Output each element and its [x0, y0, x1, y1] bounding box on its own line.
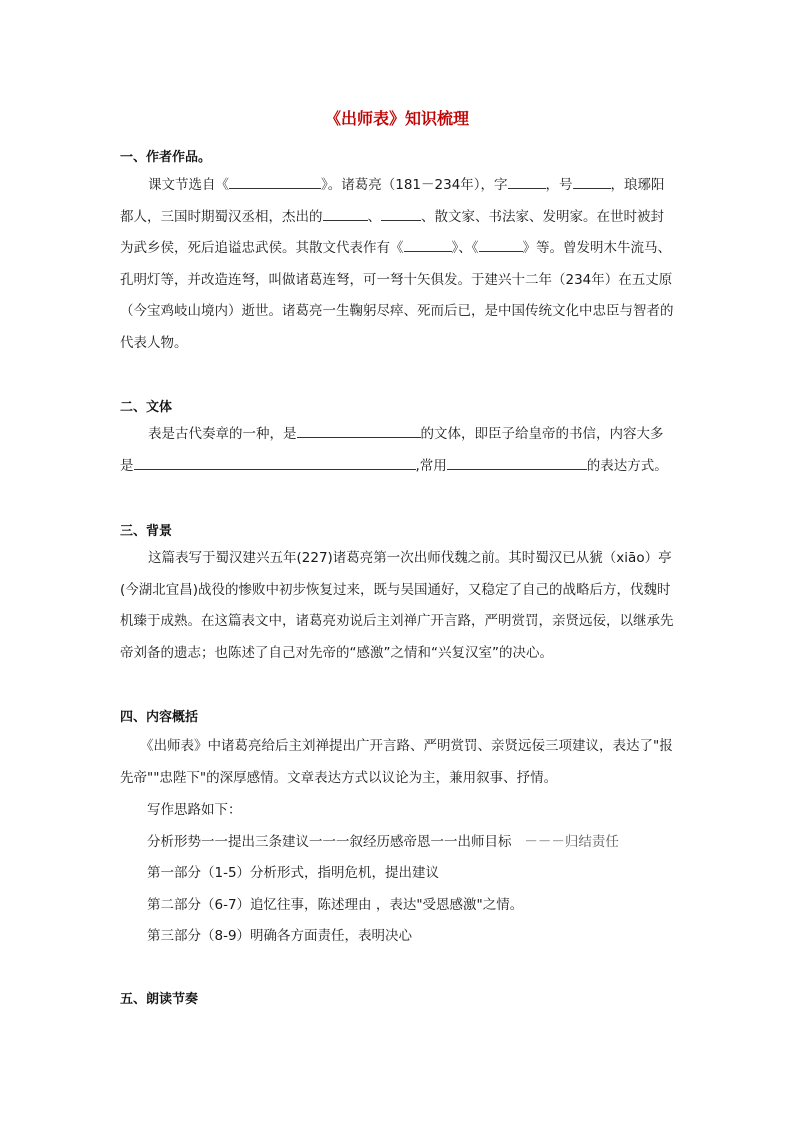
outline-part-3: 第三部分（8-9）明确各方面责任，表明决心: [147, 928, 413, 944]
outline-part-2: 第二部分（6-7）追忆往事，陈述理由 ，表达"受恩感激"之情。: [147, 897, 524, 913]
blank: [381, 206, 421, 221]
section-2-body: 表是古代奏章的一种，是 的文体，即臣子给皇帝的书信，内容大多是 ,常用 的表达方式。: [120, 419, 675, 482]
outline-flow: 分析形势一一提出三条建议一一一叙经历感帝恩一一出师目标 －－－归结责任: [147, 834, 619, 850]
section-5-heading: 五、朗读节奏: [120, 992, 199, 1007]
section-1-body: 课文节选自《 》。诸葛亮（181－234年），字 ，号 ，琅琊阳都人，三国时期蜀汉丞相，杰出的 、 、散文家、书法家、发明家。在世时被封为武乡侯，死后追谥忠武侯。其散文代表作有《 》、《 》等。曾发明木牛流马、孔明灯等，并改造连弩，叫做诸葛连弩，可一弩十矢俱发。于建兴十二年（234年）在五丈原（今宝鸡岐山境内）逝世。诸葛亮一生鞠躬尽瘁、死而后已，是中国传统文化中忠臣与智者的代表人物。: [120, 170, 675, 359]
section-3-body: 这篇表写于蜀汉建兴五年(227)诸葛亮第一次出师伐魏之前。其时蜀汉已从猇（xiāo）亭(今湖北宜昌)战役的惨败中初步恢复过来，既与吴国通好，又稳定了自己的战略后方，伐魏时机臻于成熟。在这篇表文中，诸葛亮劝说后主刘禅广开言路，严明赏罚，亲贤远佞，以继承先帝刘备的遗志；也陈述了自己对先帝的“感激”之情和“兴复汉室”的决心。: [120, 550, 674, 661]
blank: [229, 174, 321, 189]
section-4-heading: 四、内容概括: [120, 710, 199, 725]
outline-intro: 写作思路如下：: [147, 802, 242, 818]
blank: [479, 237, 523, 252]
section-3-heading: 三、背景: [120, 524, 173, 539]
blank: [508, 174, 546, 189]
blank: [134, 455, 416, 470]
blank: [573, 174, 611, 189]
blank: [297, 423, 421, 438]
outline-part-1: 第一部分（1-5）分析形式，指明危机，提出建议: [147, 865, 440, 881]
section-4-body: 《出师表》中诸葛亮给后主刘禅提出广开言路、严明赏罚、亲贤远佞三项建议，表达了"报先帝""忠陛下"的深厚感情。文章表达方式以议论为主，兼用叙事、抒情。: [120, 738, 673, 786]
blank: [323, 206, 368, 221]
blank: [404, 237, 452, 252]
section-2-heading: 二、文体: [120, 400, 173, 415]
blank: [447, 455, 587, 470]
section-1-heading: 一、作者作品。: [120, 150, 212, 165]
document-title: 《出师表》知识梳理: [324, 109, 469, 128]
